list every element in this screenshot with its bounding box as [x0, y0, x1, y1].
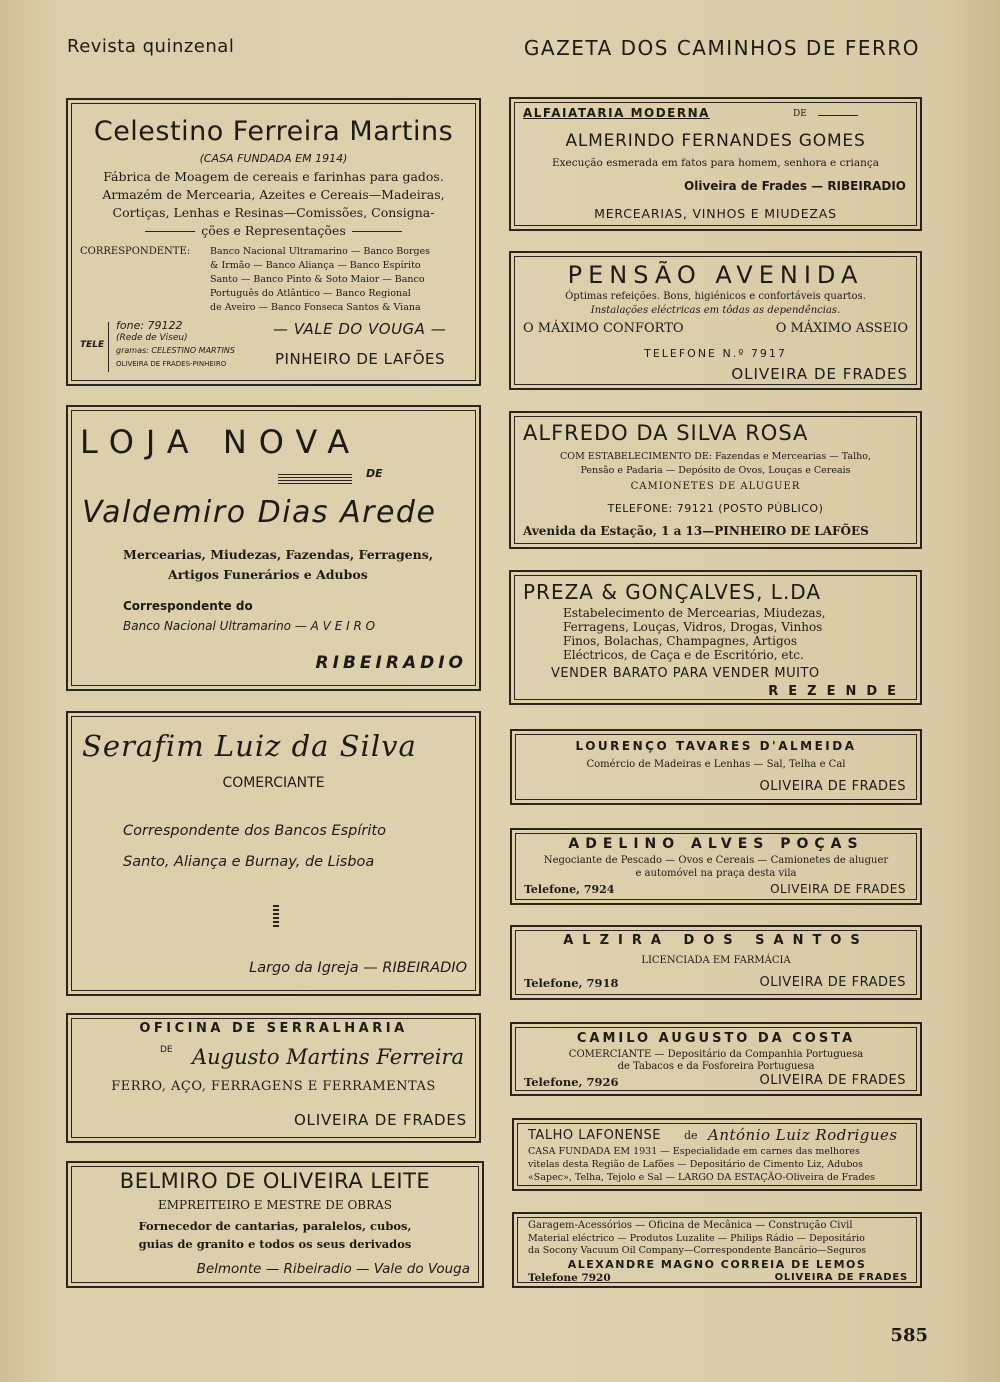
ad-alfredo-phone: TELEFONE: 79121 (POSTO PÚBLICO) — [607, 502, 824, 515]
ad-adelino — [510, 828, 922, 905]
ad-talho-name: António Luiz Rodrigues — [708, 1126, 898, 1144]
ad-celestino-tel-2: (Rede de Viseu) — [116, 333, 188, 343]
ad-loja-nova-place: RIBEIRADIO — [315, 653, 467, 673]
ad-preza-line-1: Estabelecimento de Mercearias, Miudezas, — [563, 606, 826, 620]
ad-loja-nova-title: LOJA NOVA — [80, 423, 362, 461]
ad-pensao-phone: TELEFONE N.º 7917 — [644, 347, 787, 360]
ad-camilo-name: CAMILO AUGUSTO DA COSTA — [576, 1031, 856, 1046]
ad-talho-title: TALHO LAFONENSE — [528, 1128, 661, 1143]
ad-celestino-tele: TELE — [80, 340, 105, 350]
ad-belmiro-place: Belmonte — Ribeiradio — Vale do Vouga — [196, 1261, 470, 1277]
ad-oficina-name: Augusto Martins Ferreira — [192, 1045, 465, 1069]
ad-serafim-line-1: Correspondente dos Bancos Espírito — [123, 823, 386, 839]
ad-camilo — [510, 1022, 922, 1096]
ad-garagem-place: OLIVEIRA DE FRADES — [774, 1272, 908, 1283]
ad-camilo-phone: Telefone, 7926 — [524, 1075, 619, 1089]
ad-pensao-line-2: Instalações eléctricas em tôdas as dependências. — [590, 305, 841, 316]
ad-alfaiataria-name: ALMERINDO FERNANDES GOMES — [565, 131, 866, 151]
ad-belmiro — [66, 1161, 484, 1288]
ad-celestino-tel-4: OLIVEIRA DE FRADES-PINHEIRO — [116, 360, 227, 368]
ad-alfaiataria-title: ALFAIATARIA MODERNA — [523, 106, 710, 120]
ad-pensao-left: O MÁXIMO CONFORTO — [523, 321, 684, 336]
ad-camilo-place: OLIVEIRA DE FRADES — [759, 1073, 906, 1088]
ad-talho-line-3: «Sapec», Telha, Tejolo e Sal — LARGO DA ESTAÇÃO-Oliveira de Frades — [528, 1172, 876, 1183]
ad-celestino-line-3: Cortiças, Lenhas e Resinas—Comissões, Consigna- — [112, 205, 435, 220]
ad-preza-line-2: Ferragens, Louças, Vidros, Drogas, Vinhos — [563, 620, 823, 634]
ad-belmiro-line-1: Fornecedor de cantarias, paralelos, cubos, — [138, 1219, 412, 1233]
ad-loja-nova-corr-2: Banco Nacional Ultramarino — A V E I R O — [123, 619, 376, 633]
ad-loja-nova-corr-1: Correspondente do — [123, 599, 253, 613]
ad-celestino-brace — [108, 322, 111, 372]
ad-serafim-line-2: Santo, Aliança e Burnay, de Lisboa — [123, 854, 375, 870]
ad-adelino-place: OLIVEIRA DE FRADES — [770, 882, 906, 896]
ad-oficina-line: FERRO, AÇO, FERRAGENS E FERRAMENTAS — [111, 1079, 436, 1094]
ad-camilo-line-2: de Tabacos e da Fosforeira Portuguesa — [617, 1061, 815, 1072]
ad-pensao-line-1: Óptimas refeições. Bons, higiénicos e confortáveis quartos. — [565, 291, 866, 302]
ad-celestino-tel-1: fone: 79122 — [116, 319, 183, 332]
ad-alzira-name: ALZIRA DOS SANTOS — [563, 933, 869, 948]
ad-belmiro-name: BELMIRO DE OLIVEIRA LEITE — [119, 1169, 431, 1193]
ad-celestino-corr-4: Português do Atlântico — Banco Regional — [210, 288, 411, 299]
ad-camilo-line-1: COMERCIANTE — Depositário da Companhia Portuguesa — [568, 1049, 864, 1060]
ad-oficina-de: DE — [160, 1045, 173, 1055]
ad-oficina-place: OLIVEIRA DE FRADES — [293, 1111, 467, 1129]
ad-alfaiataria-footer: MERCEARIAS, VINHOS E MIUDEZAS — [594, 206, 837, 221]
ad-celestino-line-1: Fábrica de Moagem de cereais e farinhas para gados. — [103, 169, 444, 184]
ad-lourenco — [510, 729, 922, 805]
ad-preza-name: PREZA & GONÇALVES, L.DA — [523, 580, 822, 604]
ad-lourenco-line: Comércio de Madeiras e Lenhas — Sal, Telha e Cal — [586, 759, 846, 770]
header-right: GAZETA DOS CAMINHOS DE FERRO — [523, 36, 920, 60]
ad-talho — [512, 1118, 922, 1191]
ad-alfaiataria-de: DE — [793, 109, 807, 119]
ad-pensao-title: PENSÃO AVENIDA — [567, 261, 864, 289]
ad-pensao — [509, 251, 922, 390]
ad-alfredo-name: ALFREDO DA SILVA ROSA — [523, 421, 809, 445]
ad-loja-nova-name: Valdemiro Dias Arede — [82, 495, 437, 530]
ad-celestino-corr-5: de Aveiro — Banco Fonseca Santos & Viana — [210, 302, 421, 313]
ad-preza-line-3: Finos, Bolachas, Champagnes, Artigos — [563, 634, 798, 648]
ad-celestino-corr-label: CORRESPONDENTE: — [80, 246, 191, 257]
ad-preza — [509, 570, 922, 705]
ad-celestino-line-4 — [68, 223, 479, 238]
ad-celestino-founded: (CASA FUNDADA EM 1914) — [199, 152, 348, 165]
ad-alfaiataria — [509, 97, 922, 231]
ad-belmiro-line-2: guias de granito e todos os seus derivados — [138, 1237, 412, 1251]
ad-talho-line-2: vitelas desta Região de Lafões — Depositário de Cimento Liz, Adubos — [528, 1159, 864, 1170]
ad-loja-nova-line-1: Mercearias, Miudezas, Fazendas, Ferragens, — [123, 547, 434, 562]
ad-garagem-line-3: da Socony Vacuum Oil Company—Correspondente Bancário—Seguros — [528, 1245, 867, 1256]
ad-garagem-name: ALEXANDRE MAGNO CORREIA DE LEMOS — [567, 1258, 867, 1271]
ad-alfredo-line-3: CAMIONETES DE ALUGUER — [630, 481, 801, 492]
ad-loja-nova — [66, 405, 481, 691]
ad-adelino-line-1: Negociante de Pescado — Ovos e Cereais — Camionetes de aluguer — [543, 855, 889, 866]
ad-alfaiataria-place: Oliveira de Frades — RIBEIRADIO — [684, 179, 906, 193]
ad-alfredo-line-2: Pensão e Padaria — Depósito de Ovos, Louças e Cereais — [580, 465, 851, 476]
ad-garagem-phone: Telefone 7920 — [528, 1272, 611, 1284]
ad-alfaiataria-line: Execução esmerada em fatos para homem, senhora e criança — [551, 157, 880, 169]
ad-serafim-role: COMERCIANTE — [222, 775, 325, 791]
ad-celestino-corr-3: Santo — Banco Pinto & Soto Maior — Banco — [210, 274, 425, 285]
ad-loja-nova-ornament — [278, 469, 352, 488]
ad-preza-slogan: VENDER BARATO PARA VENDER MUITO — [551, 666, 820, 681]
ad-alzira-line: LICENCIADA EM FARMÁCIA — [641, 955, 791, 966]
ad-alzira — [510, 925, 922, 1000]
header-left: Revista quinzenal — [67, 36, 235, 57]
ad-celestino-line-4-text: ções e Representações — [201, 223, 346, 238]
ad-adelino-phone: Telefone, 7924 — [524, 883, 615, 896]
ad-alfredo-address: Avenida da Estação, 1 a 13—PINHEIRO DE LAFÕES — [523, 524, 869, 538]
ad-serafim — [66, 711, 481, 996]
ad-talho-de: de — [684, 1129, 698, 1142]
ad-celestino-name: Celestino Ferreira Martins — [93, 116, 454, 147]
ad-garagem-line-2: Material eléctrico — Produtos Luzalite — Philips Rádio — Depositário — [528, 1233, 865, 1244]
ad-celestino-place-2: PINHEIRO DE LAFÕES — [275, 350, 446, 368]
ad-celestino-corr-2: & Irmão — Banco Aliança — Banco Espírito — [210, 260, 421, 271]
ad-oficina-title: OFICINA DE SERRALHARIA — [139, 1021, 408, 1036]
ad-adelino-name: ADELINO ALVES POÇAS — [568, 836, 864, 852]
ad-celestino-tel-3: gramas: CELESTINO MARTINS — [116, 346, 235, 355]
ad-serafim-name: Serafim Luiz da Silva — [82, 729, 417, 763]
ad-alfaiataria-rule — [818, 115, 858, 116]
ad-alzira-phone: Telefone, 7918 — [524, 976, 619, 990]
page-number: 585 — [890, 1325, 928, 1346]
ad-alzira-place: OLIVEIRA DE FRADES — [759, 975, 906, 990]
ad-lourenco-name: LOURENÇO TAVARES D'ALMEIDA — [575, 739, 857, 753]
ad-belmiro-role: EMPREITEIRO E MESTRE DE OBRAS — [157, 1198, 393, 1212]
ad-loja-nova-line-2: Artigos Funerários e Adubos — [168, 567, 368, 582]
ad-adelino-line-2: e automóvel na praça desta vila — [635, 868, 797, 879]
ad-celestino-corr-1: Banco Nacional Ultramarino — Banco Borges — [210, 246, 431, 257]
ad-talho-line-1: CASA FUNDADA EM 1931 — Especialidade em carnes das melhores — [528, 1146, 860, 1157]
ad-preza-line-4: Eléctricos, de Caça e de Escritório, etc. — [563, 648, 804, 662]
ad-alfredo-line-1: COM ESTABELECIMENTO DE: Fazendas e Mercearias — Talho, — [560, 451, 871, 462]
ad-serafim-ornament — [273, 905, 279, 931]
ad-lourenco-place: OLIVEIRA DE FRADES — [759, 779, 906, 794]
ad-pensao-right: O MÁXIMO ASSEIO — [775, 321, 908, 336]
ad-celestino — [66, 98, 481, 386]
ad-celestino-place-1: — VALE DO VOUGA — — [273, 320, 447, 338]
ad-loja-nova-de: DE — [366, 467, 383, 480]
ad-oficina — [66, 1013, 481, 1143]
ad-garagem — [512, 1212, 922, 1288]
ad-garagem-line-1: Garagem-Acessórios — Oficina de Mecânica — Construção Civil — [528, 1220, 853, 1231]
ad-serafim-address: Largo da Igreja — RIBEIRADIO — [249, 960, 467, 976]
ad-celestino-line-2: Armazém de Mercearia, Azeites e Cereais—Madeiras, — [102, 187, 445, 202]
ad-preza-place: REZENDE — [768, 684, 906, 699]
ad-alfredo — [509, 411, 922, 549]
ad-pensao-place: OLIVEIRA DE FRADES — [731, 365, 908, 383]
